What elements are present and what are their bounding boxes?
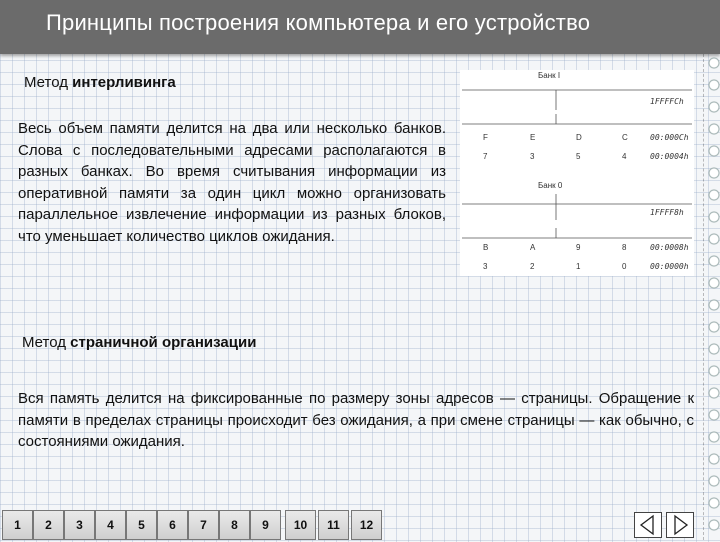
bank1-cell-2: D (576, 133, 582, 142)
previous-slide-button[interactable] (634, 512, 662, 538)
page-button-7[interactable]: 7 (188, 510, 219, 540)
section1-body: Весь объем памяти делится на два или несколько банков. Слова с последовательными адресами располагаются в разных банках. Во время считывания информации из оперативной памяти за один цикл можно организовать параллельное извлечение информации из разных блоков, что уменьшает количество циклов ожидания. (18, 120, 446, 245)
bank1-cell-1: E (530, 133, 536, 142)
bank0-cell-1: A (530, 243, 536, 252)
bank0-label: Банк 0 (538, 181, 563, 190)
bank0-cell-2: 9 (576, 243, 581, 252)
page-button-11[interactable]: 11 (318, 510, 349, 540)
bank1-cell-4: 7 (483, 152, 488, 161)
page-button-2[interactable]: 2 (33, 510, 64, 540)
page-button-8[interactable]: 8 (219, 510, 250, 540)
bank0-cell-6: 1 (576, 262, 581, 271)
memory-banks-diagram (460, 70, 694, 276)
triangle-left-icon (635, 513, 661, 537)
bank1-top-address: 1FFFFCh (650, 97, 684, 106)
bank0-address-1: 00:0008h (650, 243, 689, 252)
title-bar (0, 0, 720, 54)
bank0-address-2: 00:0000h (650, 262, 689, 271)
notebook-spiral-border (703, 54, 720, 540)
bank1-cell-3: C (622, 133, 628, 142)
bank0-cell-0: B (483, 243, 489, 252)
bank1-address-1: 00:000Ch (650, 133, 689, 142)
section1-heading-prefix: Метод (24, 74, 73, 91)
page-button-6[interactable]: 6 (157, 510, 188, 540)
next-slide-button[interactable] (666, 512, 694, 538)
section2-heading (22, 334, 256, 351)
page-button-5[interactable]: 5 (126, 510, 157, 540)
triangle-right-icon (667, 513, 693, 537)
bank1-cell-7: 4 (622, 152, 627, 161)
page-button-4[interactable]: 4 (95, 510, 126, 540)
page-button-10[interactable]: 10 (285, 510, 316, 540)
bank1-cell-6: 5 (576, 152, 581, 161)
bank0-cell-7: 0 (622, 262, 627, 271)
bank1-address-2: 00:0004h (650, 152, 689, 161)
page-button-1[interactable]: 1 (2, 510, 33, 540)
bank1-cell-5: 3 (530, 152, 535, 161)
page-title: Принципы построения компьютера и его устройство (46, 10, 591, 35)
page-button-9[interactable]: 9 (250, 510, 281, 540)
page-button-12[interactable]: 12 (351, 510, 382, 540)
bank0-cell-4: 3 (483, 262, 488, 271)
section1-heading-bold: интерливинга (72, 74, 176, 91)
page-button-3[interactable]: 3 (64, 510, 95, 540)
bank0-cell-5: 2 (530, 262, 535, 271)
section2-heading-bold: страничной организации (70, 334, 257, 351)
bank1-cell-0: F (483, 133, 488, 142)
bank0-cell-3: 8 (622, 243, 627, 252)
section2-body: Вся память делится на фиксированные по размеру зоны адресов — страницы. Обращение к памяти в пределах страницы происходит без ожидания, а при смене страницы — как обычно, с состояниями ожидания. (18, 390, 694, 450)
section2-heading-prefix: Метод (22, 334, 71, 351)
bank1-label: Банк I (538, 71, 561, 80)
section1-heading (24, 74, 176, 91)
bank0-top-address: 1FFFF8h (650, 208, 684, 217)
